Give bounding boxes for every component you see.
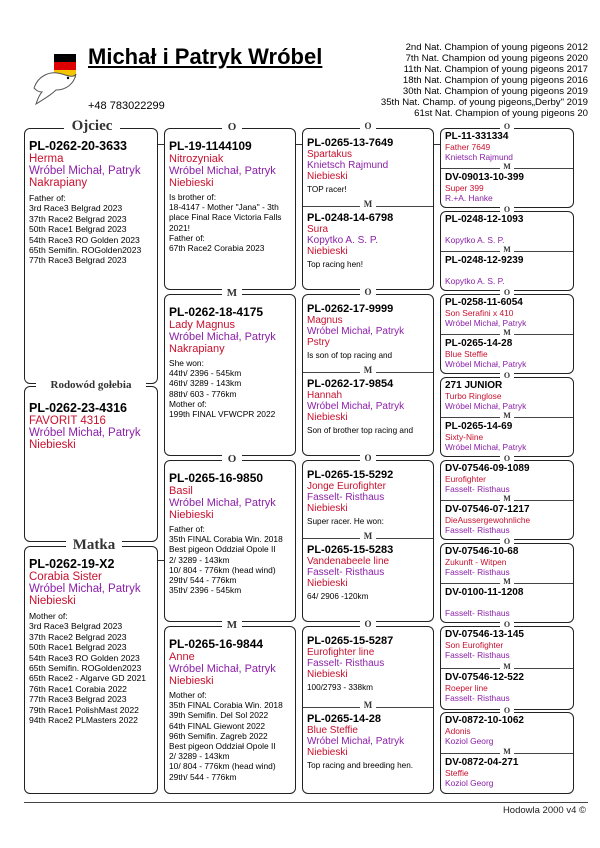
pigeon-ring: PL-0265-16-9850 [169,471,264,485]
note-line: Best pigeon Oddział Opole II [169,544,276,555]
pigeon-ring: 271 JUNIOR [445,380,503,391]
achievement: 30th Nat. Champion of young pigeons 2019 [402,86,588,97]
pedigree-label: Rodowód gołebia [36,380,146,391]
pigeon-breeder: Koziol Georg [445,778,494,788]
pigeon-breeder: R.+A. Hanke [445,193,493,203]
pigeon-color: Niebieski [307,412,348,423]
achievement: 35th Nat. Champ. of young pigeons„Derby" 2019 [380,97,588,108]
pigeon-breeder: Wróbel Michał, Patryk [445,442,527,452]
subject-name: FAVORIT 4316 [29,415,106,427]
pigeon-ring: PL-0248-14-6798 [307,212,394,224]
pigeon-name: DieAussergewohnliche [445,515,531,525]
sire-marker: O [500,707,514,715]
pigeon-notes [307,592,429,602]
father-notes [29,193,153,266]
father-name: Herma [29,153,64,165]
pigeon-breeder: Kopytko A. S. P. [445,235,505,245]
pigeon-notes [169,524,291,595]
pigeon-breeder: Knietsch Rajmund [307,160,389,171]
dam-marker: M [360,366,376,375]
pigeon-ring: PL-0262-17-9854 [307,378,394,390]
pigeon-name: Father 7649 [445,142,491,152]
father-breeder: Wróbel Michał, Patryk [29,165,141,177]
pigeon-ring: DV-0100-11-1208 [445,587,524,598]
pigeon-box-gen3 [302,128,434,290]
pigeon-name: Steffie [445,768,469,778]
note-line: 29th/ 544 - 776km [169,575,237,586]
pigeon-name [445,266,569,276]
pigeon-breeder: Koziol Georg [445,736,494,746]
pigeon-name: Magnus [307,315,343,326]
note-line: 2/ 3289 - 143km [169,554,230,565]
pigeon-name: Super 399 [445,183,484,193]
pigeon-name: Blue Steffie [307,725,358,736]
pigeon-breeder: Fasselt- Risthaus [307,658,385,669]
note-line: 64/ 2906 -120km [307,592,369,601]
pigeon-notes [307,426,429,436]
sire-marker: O [500,372,514,380]
subject-ring: PL-0262-23-4316 [29,401,127,415]
pigeon-ring: PL-19-1144109 [169,139,252,153]
note-line: Is son of top racing and [307,351,393,360]
dam-marker: M [500,748,514,756]
pigeon-breeder: Fasselt- Risthaus [307,567,385,578]
note-line: 65th Race2 - Algarve GD 2021 [29,673,147,684]
pigeon-notes [169,358,291,419]
pigeon-box-gen2 [164,128,296,290]
pigeon-notes [307,517,429,527]
pigeon-box-gen2 [164,626,296,794]
subject-breeder: Wróbel Michał, Patryk [29,427,141,439]
note-line: 65th Semifin. ROGolden2023 [29,663,142,674]
pigeon-breeder: Kopytko A. S. P. [307,235,378,246]
note-line: Super racer. He won: [307,517,384,526]
dam-marker: M [500,329,514,337]
pigeon-ring: DV-09013-10-399 [445,172,524,183]
pigeon-box-gen3 [302,294,434,456]
note-line: 96th Semifin. Zagreb 2022 [169,730,268,741]
pigeon-color: Pstry [307,337,330,348]
dam-marker: M [222,620,242,631]
pigeon-color: Niebieski [169,177,214,189]
mother-color: Niebieski [29,595,76,607]
pigeon-ring: PL-0265-16-9844 [169,637,264,651]
note-line: 88th/ 603 - 776km [169,388,237,399]
note-line: She won: [169,358,204,368]
achievement: 2nd Nat. Champion of young pigeons 2012 [405,42,588,53]
note-line: 35th/ 2396 - 545km [169,585,242,596]
pigeon-ring: PL-0265-13-7649 [307,137,394,149]
pigeon-color: Niebieski [307,503,348,514]
sire-marker: O [500,123,514,131]
pigeon-color: Niebieski [307,747,348,758]
pigeon-notes [307,351,429,361]
sire-marker: O [500,455,514,463]
dam-marker: M [222,288,242,299]
pigeon-box-gen2 [164,294,296,456]
pigeon-name: Anne [169,651,195,663]
pigeon-ring: PL-0265-14-28 [445,338,513,349]
note-line: 46th/ 3289 - 143km [169,378,242,389]
pigeon-breeder: Wróbel Michał, Patryk [169,165,276,177]
pigeon-ring: PL-0265-15-5283 [307,544,394,556]
achievement: 61st Nat. Champion of young pigeons 20 [414,108,588,119]
father-box [24,128,158,384]
note-line: 100/2793 - 338km [307,683,373,692]
pigeon-breeder: Wróbel Michał, Patryk [307,736,405,747]
pigeon-name [445,598,569,608]
father-label: Ojciec [64,119,120,134]
pigeon-name: Sura [307,224,329,235]
dam-marker: M [500,663,514,671]
note-line: TOP racer! [307,185,347,194]
note-line: 44th/ 2396 - 545km [169,368,242,379]
pigeon-breeder: Wróbel Michał, Patryk [169,497,276,509]
pigeon-breeder: Fasselt- Risthaus [307,492,385,503]
sire-marker: O [500,621,514,629]
mother-box [24,546,158,794]
pigeon-notes [307,761,429,771]
pigeon-ring: PL-0265-15-5287 [307,635,394,647]
pigeon-color: Niebieski [307,669,348,680]
dam-marker: M [500,495,514,503]
note-line: 35th FINAL Corabia Win. 2018 [169,534,283,545]
dam-marker: M [360,532,376,541]
pigeon-ring: PL-11-331334 [445,131,509,142]
note-line: 10/ 804 - 776km (head wind) [169,564,276,575]
pigeon-ring: PL-0265-15-5292 [307,469,394,481]
pigeon-name: Spartakus [307,149,353,160]
subject-box [24,386,158,542]
pigeon-ring: PL-0262-18-4175 [169,305,264,319]
note-line: 18-4147 - Mother "Jana" - 3th [169,202,279,213]
pigeon-notes [307,260,429,270]
sire-marker: O [360,122,376,131]
note-line: 35th FINAL Corabia Win. 2018 [169,700,283,711]
pigeon-color: Niebieski [169,675,214,687]
footer-credit: Hodowla 2000 v4 © [502,805,586,816]
pigeon-name: Adonis [445,726,471,736]
father-ring: PL-0262-20-3633 [29,139,127,153]
pigeon-breeder: Fasselt- Risthaus [445,567,510,577]
note-line: Best pigeon Oddział Opole II [169,741,276,752]
note-line: Top racing hen! [307,260,363,269]
note-line: 54th Race3 RO Golden 2023 [29,652,140,663]
pigeon-breeder: Fasselt- Risthaus [445,484,510,494]
pigeon-name: Blue Steffie [445,349,488,359]
sire-marker: O [360,454,376,463]
achievement: 18th Nat. Champion of young pigeons 2016 [402,75,588,86]
note-line: 77th Race3 Belgrad 2023 [29,694,127,705]
pigeon-color: Niebieski [307,171,348,182]
note-line: 94th Race2 PLMasters 2022 [29,715,138,726]
pigeon-notes [169,192,291,253]
pigeon-ring: DV-0872-04-271 [445,757,519,768]
pigeon-breeder: Wróbel Michał, Patryk [307,326,405,337]
note-line: 50th Race1 Belgrad 2023 [29,642,127,653]
dam-marker: M [360,701,376,710]
pigeon-ring: PL-0258-11-6054 [445,297,523,308]
mother-label: Matka [66,538,122,553]
achievement: 7th Nat. Champion od young pigeons 2020 [405,53,588,64]
note-line: 67th Race2 Corabia 2023 [169,243,265,254]
pigeon-name: Jonge Eurofighter [307,481,386,492]
note-line: 65th Semifin. ROGolden2023 [29,245,142,256]
pigeon-notes [169,690,291,782]
note-line: Father of: [169,232,205,243]
pigeon-ring: DV-07546-10-68 [445,546,519,557]
note-line: 2/ 3289 - 143km [169,751,230,762]
mother-notes [29,611,153,725]
pigeon-name: Son Eurofighter [445,640,504,650]
sire-marker: O [360,288,376,297]
achievements-list [381,42,588,119]
dam-marker: M [360,200,376,209]
note-line: 50th Race1 Belgrad 2023 [29,224,127,235]
pigeon-ring: PL-0248-12-1093 [445,214,524,225]
note-line: 77th Race3 Belgrad 2023 [29,255,127,266]
note-line: 37th Race2 Belgrad 2023 [29,213,127,224]
note-line: 199th FINAL VFWCPR 2022 [169,409,276,420]
pigeon-name: Roeper line [445,683,488,693]
pigeon-notes [307,185,429,195]
note-line: Father of: [169,524,205,534]
note-line: Mother of: [169,398,207,409]
pigeon-box-gen3 [302,460,434,622]
note-line: Mother of: [29,611,68,621]
pigeon-ring: PL-0262-17-9999 [307,303,394,315]
pigeon-breeder: Wróbel Michał, Patryk [307,401,405,412]
pigeon-color: Niebieski [307,578,348,589]
dam-marker: M [500,163,514,171]
pigeon-name: Lady Magnus [169,319,236,331]
pigeon-name: Vandenabeele line [307,556,390,567]
footer-divider [24,802,588,803]
pigeon-name: Sixty-Nine [445,432,484,442]
pigeon-name: Nitrozyniak [169,153,224,165]
pigeon-name: Turbo Ringlose [445,391,502,401]
father-color: Nakrapiany [29,177,88,189]
pigeon-breeder: Knietsch Rajmund [445,152,513,162]
pigeon-breeder: Fasselt- Risthaus [445,525,510,535]
pigeon-ring: DV-07546-13-145 [445,629,524,640]
pigeon-ring: DV-07546-07-1217 [445,504,530,515]
subject-color: Niebieski [29,439,76,451]
note-line: 39th Semifin. Del Sol 2022 [169,710,269,721]
pigeon-ring: DV-07546-09-1089 [445,463,530,474]
pigeon-breeder: Wróbel Michał, Patryk [169,331,276,343]
note-line: place Final Race Victoria Falls [169,212,282,223]
pigeon-breeder: Kopytko A. S. P. [445,276,505,286]
pigeon-color: Nakrapiany [169,343,225,355]
dam-marker: M [500,578,514,586]
note-line: 54th Race3 RO Golden 2023 [29,234,140,245]
pigeon-ring: PL-0265-14-28 [307,713,381,725]
pigeon-box-gen3 [302,626,434,794]
sire-marker: O [500,289,514,297]
note-line: 64th FINAL Giewont 2022 [169,720,266,731]
note-line: Top racing and breeding hen. [307,761,414,770]
note-line: 76th Race1 Corabia 2022 [29,683,127,694]
dam-marker: M [500,412,514,420]
note-line: Is brother of: [169,192,217,202]
pigeon-name [445,225,569,235]
note-line: 37th Race2 Belgrad 2023 [29,631,127,642]
pigeon-ring: DV-0872-10-1062 [445,715,524,726]
dam-marker: M [500,246,514,254]
sire-marker: O [360,620,376,629]
pigeon-color: Niebieski [169,509,214,521]
mother-breeder: Wróbel Michał, Patryk [29,583,141,595]
note-line: 79th Race1 PolishMast 2022 [29,704,139,715]
note-line: 3rd Race3 Belgrad 2023 [29,621,123,632]
pigeon-ring: PL-0248-12-9239 [445,255,524,266]
pigeon-breeder: Fasselt- Risthaus [445,650,510,660]
note-line: 10/ 804 - 776km (head wind) [169,761,276,772]
pigeon-box-gen2 [164,460,296,622]
note-line: 3rd Race3 Belgrad 2023 [29,203,123,214]
pigeon-breeder: Fasselt- Risthaus [445,608,510,618]
note-line: 2021! [169,222,190,233]
sire-marker: O [500,206,514,214]
mother-ring: PL-0262-19-X2 [29,557,115,571]
pigeon-notes [307,683,429,693]
sire-marker: O [222,454,242,465]
pigeon-name: Zukunft - Witpen [445,557,507,567]
phone-number: +48 783022299 [88,100,165,112]
note-line: Father of: [29,193,66,203]
mother-name: Corabia Sister [29,571,102,583]
page-title: Michał i Patryk Wróbel [88,44,323,69]
sire-marker: O [222,122,242,133]
pigeon-name: Eurofighter line [307,647,375,658]
note-line: Mother of: [169,690,207,700]
sire-marker: O [500,538,514,546]
achievement: 11th Nat. Champion of young pigeons 2017 [403,64,588,75]
pigeon-breeder: Wróbel Michał, Patryk [445,359,527,369]
pigeon-breeder: Wróbel Michał, Patryk [169,663,276,675]
note-line: 29th/ 544 - 776km [169,771,237,782]
pigeon-color: Niebieski [307,246,348,257]
pigeon-breeder: Wróbel Michał, Patryk [445,401,527,411]
pigeon-name: Hannah [307,390,343,401]
note-line: Son of brother top racing and [307,426,414,435]
logo [28,48,80,108]
pigeon-name: Son Serafini x 410 [445,308,514,318]
pigeon-ring: DV-07546-12-522 [445,672,524,683]
pigeon-name: Eurofighter [445,474,486,484]
pigeon-ring: PL-0265-14-69 [445,421,513,432]
pigeon-breeder: Wróbel Michał, Patryk [445,318,527,328]
pigeon-name: Basil [169,485,193,497]
pigeon-breeder: Fasselt- Risthaus [445,693,510,703]
